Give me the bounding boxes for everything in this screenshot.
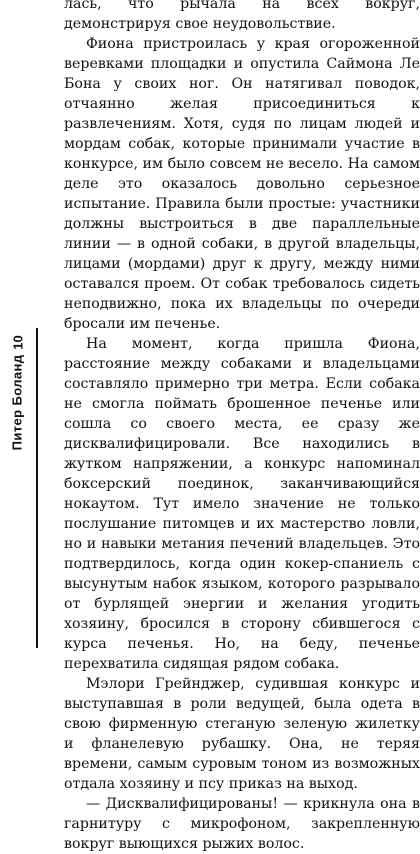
page-number: 10 [10, 335, 26, 350]
paragraph-continued: лась, что рычала на всех вокруг, демонстрируя свое неудовольствие. [64, 0, 420, 32]
paragraph: — Дисквалифицированы! — крикнула она в гарнитуру с микрофоном, закрепленную вокруг выющихся рыжих волос. [64, 796, 420, 852]
margin-rule [36, 328, 38, 648]
paragraph: На момент, когда пришла Фиона, расстояние между собаками и владельцами составляло примерно три метра. Если собака не смогла поймать брошенное печенье или сошла со своего места, ее сразу же дисквалифицировали. Все находились в жутком напряжении, а конкурс напоминал боксерский поединок, заканчивающийся нокаутом. Тут имело значение не только послушание питомцев и их мастерство ловли, но и навыки метания печений владельцев. Это подтвердилось, когда один кокер-спаниель с высунутым набок языком, которого разрывало от бурлящей энергии и желания угодить хозяину, бросился в сторону сбившегося с курса печенья. Но, на беду, печенье перехватила сидящая рядом собака. [64, 336, 420, 672]
body-text [64, 0, 420, 854]
paragraph: Мэлори Грейнджер, судившая конкурс и выступавшая в роли ведущей, была одета в свою фирменную стеганую зеленую жилетку и фланелевую рубашку. Она, не теряя времени, самым суровым тоном из возможных отдала хозяину и псу приказ на выход. [64, 676, 420, 792]
author-name: Питер Боланд [9, 354, 25, 451]
paragraph: Фиона пристроилась у края огороженной веревками площадки и опустила Саймона Ле Бона у своих ног. Он натягивал поводок, отчаянно желая присоединиться к развлечениям. Хотя, судя по лицам людей и мордам собак, которые принимали участие в конкурсе, им было совсем не весело. На самом деле это оказалось довольно серьезное испытание. Правила были простые: участники должны выстроиться в две параллельные линии — в одной собаки, в другой владельцы, лицами (мордами) друг к другу, между ними оставался проем. От собак требовалось сидеть неподвижно, пока их владельцы по очереди бросали им печенье. [64, 36, 420, 332]
running-head [0, 0, 58, 648]
